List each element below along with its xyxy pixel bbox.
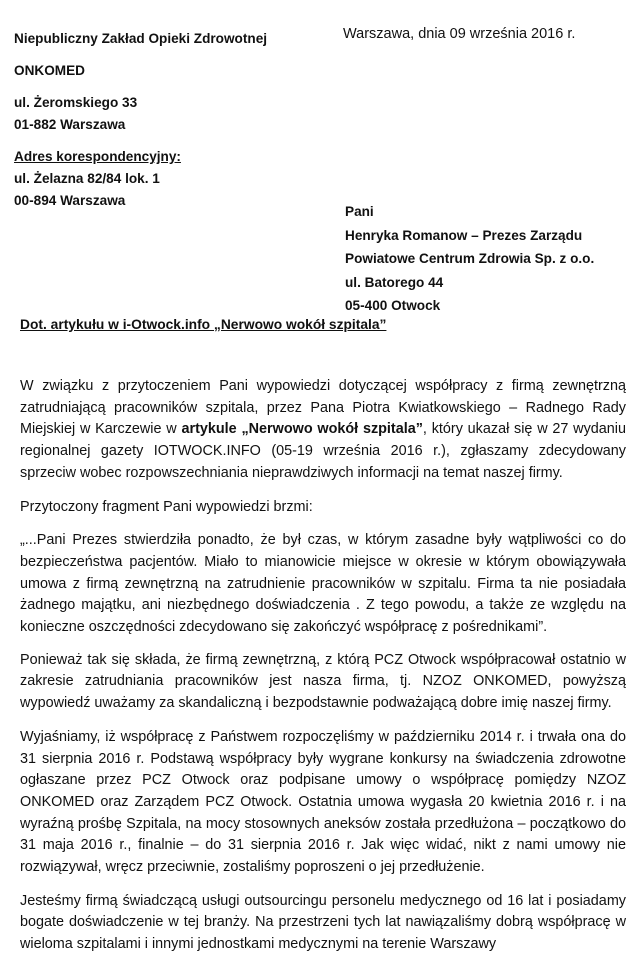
sender-name: Niepubliczny Zakład Opieki Zdrowotnej xyxy=(14,31,268,46)
article-title: artykule „Nerwowo wokół szpitala” xyxy=(181,421,423,438)
recipient-city: 05-400 Otwock xyxy=(345,298,441,313)
letter-body xyxy=(20,376,626,968)
sender-block xyxy=(14,28,314,212)
sender-city: 01-882 Warszawa xyxy=(14,117,126,132)
correspondence-label: Adres korespondencyjny: xyxy=(14,149,181,164)
recipient-org: Powiatowe Centrum Zdrowia Sp. z o.o. xyxy=(345,251,595,266)
paragraph-4: Ponieważ tak się składa, że firmą zewnętrzną, z którą PCZ Otwock współpracował ostatnio w zakresie zatrudniania pracowników jest nasza firma, tj. NZOZ ONKOMED, powyższą wypowiedź uważamy za skandaliczną i bezpodstawnie podważającą dobre imię naszej firmy. xyxy=(20,651,626,712)
recipient-name: Henryka Romanow – Prezes Zarządu xyxy=(345,227,583,243)
sender-short-name: ONKOMED xyxy=(14,63,85,78)
correspondence-city: 00-894 Warszawa xyxy=(14,193,126,208)
recipient-block xyxy=(345,200,625,318)
recipient-salutation: Pani xyxy=(345,204,374,219)
paragraph-5: Wyjaśniamy, iż współpracę z Państwem rozpoczęliśmy w październiku 2014 r. i trwała ona do 31 sierpnia 2016 r. Podstawą współpracy były wygrane konkursy na świadczenia zdrowotne ogłaszane przez PCZ Otwock oraz podpisane umowy o współpracę pomiędzy NZOZ ONKOMED oraz Zarządem PCZ Otwock. Ostatnia umowa wygasła 20 kwietnia 2016 r. i na wyraźną prośbę Szpitala, na mocy stosownych aneksów została przedłużona – początkowo do 31 maja 2016 r., finalnie – do 31 sierpnia 2016 r. Jak więc widać, nikt z nami umowy nie rozwiązywał, wręcz przeciwnie, zostaliśmy poproszeni o jej przedłużenie. xyxy=(20,728,626,876)
sender-street: ul. Żeromskiego 33 xyxy=(14,95,138,110)
recipient-street: ul. Batorego 44 xyxy=(345,274,444,290)
paragraph-6: Jesteśmy firmą świadczącą usługi outsourcingu personelu medycznego od 16 lat i posiadamy bogate doświadczenie w tej branży. Na przestrzeni tych lat nawiązaliśmy dobrą współpracę w wieloma szpitalami i innymi jednostkami medycznymi na terenie Warszawy xyxy=(20,892,626,953)
paragraph-2: Przytoczony fragment Pani wypowiedzi brzmi: xyxy=(20,498,313,515)
quote-paragraph: „...Pani Prezes stwierdziła ponadto, że był czas, w którym zasadne były wątpliwości co do bezpieczeństwa pacjentów. Miało to mianowicie miejsce w okresie w którym obowiązywała umowa z firmą zewnętrzną na zatrudnienie pracowników w szpitalu. Firma ta nie posiadała żadnego majątku, ani niezbędnego doświadczenia . Z tego powodu, a także ze względu na konieczne oszczędności zdecydowano się zakończyć współpracę z pośrednikami”. xyxy=(20,532,626,636)
correspondence-street: ul. Żelazna 82/84 lok. 1 xyxy=(14,171,160,186)
letter-date: Warszawa, dnia 09 września 2016 r. xyxy=(343,26,576,42)
paragraph-1: W związku z przytoczeniem Pani wypowiedzi dotyczącej współpracy z firmą zewnętrzną zatrudniającą pracowników szpitala, przez Pana Piotra Kwiatkowskiego – Radnego Rady Miejskiej w Karczewie w artykule „Nerwowo wokół szpitala”, który ukazał się w 27 wydaniu regionalnej gazety IOTWOCK.INFO (05-19 września 2016 r.), zgłaszamy zdecydowany sprzeciw wobec rozpowszechniania nieprawdziwych informacji na temat naszej firmy. xyxy=(20,378,626,481)
letter-subject: Dot. artykułu w i-Otwock.info „Nerwowo wokół szpitala” xyxy=(20,317,387,332)
